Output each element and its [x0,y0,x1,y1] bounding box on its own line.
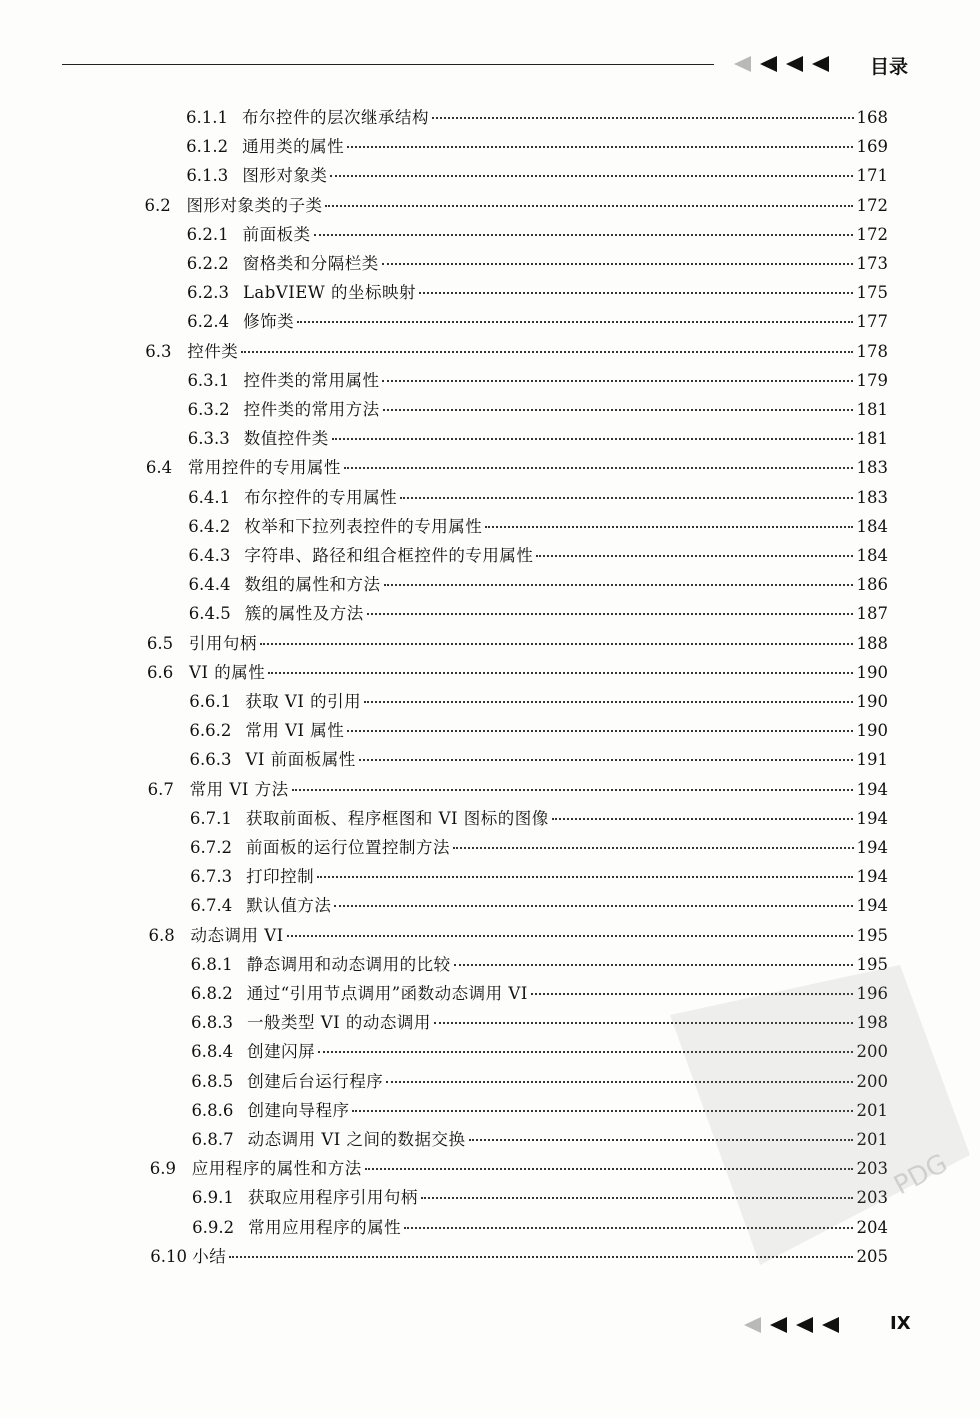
toc-page-number: 172 [856,224,888,244]
toc-subsection-entry[interactable] [190,805,888,834]
toc-page-number: 194 [856,808,888,828]
header-rule [62,64,714,65]
toc-subsection-entry[interactable] [186,162,888,191]
toc-leader-dots [454,964,854,966]
toc-leader-dots [552,818,854,820]
toc-title: 数值控件类 [243,429,329,449]
toc-number: 6.7.4 [190,896,233,916]
toc-title: 布尔控件的层次继承结构 [242,108,429,127]
toc-page-number: 200 [856,1071,888,1091]
toc-leader-dots [383,409,854,411]
toc-leader-dots [347,146,853,148]
toc-number: 6.6.1 [189,692,232,711]
arrow-left-icon [812,56,829,72]
toc-number: 6.8.6 [191,1100,234,1120]
toc-section-entry[interactable] [146,454,888,483]
toc-title: 应用程序的属性和方法 [191,1159,362,1179]
toc-page-number: 204 [856,1217,888,1237]
page-number: IX [890,1313,911,1334]
toc-number: 6.4.2 [188,516,231,536]
toc-number: 6.9.2 [192,1217,235,1237]
toc-leader-dots [382,263,854,265]
toc-section-entry[interactable] [145,338,888,367]
toc-title: 创建向导程序 [247,1100,350,1120]
toc-number: 6.2.4 [187,312,230,332]
toc-number: 6.1.3 [186,166,229,186]
toc-page-number: 194 [856,896,888,916]
arrow-left-icon [760,56,777,72]
toc-leader-dots [359,759,854,761]
toc-subsection-entry[interactable] [191,951,888,980]
toc-page-number: 190 [856,662,888,682]
toc-subsection-entry[interactable] [188,484,888,513]
toc-title: 布尔控件的专用属性 [244,487,398,507]
toc-title: 常用 VI 属性 [245,721,345,741]
arrow-left-icon [734,56,751,72]
toc-number: 6.7.3 [190,867,233,887]
toc-leader-dots [367,613,854,615]
toc-leader-dots [352,1110,853,1112]
toc-subsection-entry[interactable] [187,221,888,250]
toc-page-number: 179 [856,370,888,390]
toc-subsection-entry[interactable] [187,367,888,396]
toc-page-number: 190 [856,721,888,741]
footer-arrows [744,1317,839,1333]
arrow-left-icon [822,1317,839,1333]
toc-subsection-entry[interactable] [191,1068,888,1097]
toc-section-entry[interactable] [148,922,888,951]
toc-title: 常用控件的专用属性 [187,458,341,478]
toc-title: 静态调用和动态调用的比较 [246,954,451,974]
toc-leader-dots [400,497,853,499]
toc-title: 图形对象类的子类 [186,195,323,215]
toc-number: 6.3.1 [187,370,230,390]
toc-subsection-entry[interactable] [188,425,888,454]
toc-page-number: 183 [856,487,888,507]
toc-subsection-entry[interactable] [191,1097,888,1126]
toc-number: 6.5 [146,633,174,653]
toc-number: 6.6.3 [189,750,232,770]
toc-leader-dots [384,584,854,586]
toc-title: 簇的属性及方法 [244,604,364,624]
toc-subsection-entry[interactable] [192,1214,888,1243]
toc-number: 6.8.2 [190,984,233,1003]
toc-subsection-entry[interactable] [188,542,888,571]
toc-title: 获取应用程序引用句柄 [247,1188,418,1208]
toc-page-number: 173 [856,254,888,273]
toc-title: 常用 VI 方法 [189,779,289,799]
toc-title: 数组的属性和方法 [244,575,381,595]
arrow-left-icon [796,1317,813,1333]
toc-subsection-entry[interactable] [186,104,888,133]
header-title: 目录 [870,56,909,78]
toc-subsection-entry[interactable] [189,571,888,600]
toc-subsection-entry[interactable] [189,600,888,629]
toc-number: 6.6.2 [189,721,232,741]
toc-page-number: 169 [856,137,888,157]
toc-number: 6.2 [144,195,171,215]
toc-leader-dots [318,1051,853,1053]
toc-leader-dots [434,1022,854,1024]
toc-subsection-entry[interactable] [192,1184,888,1213]
toc-page-number: 196 [856,984,888,1003]
toc-title: 修饰类 [243,312,295,332]
arrow-left-icon [786,56,803,72]
toc-subsection-entry[interactable] [190,834,888,863]
toc-page-number: 198 [856,1013,888,1033]
toc-title: 获取 VI 的引用 [245,692,362,711]
toc-number: 6.3.3 [187,429,230,449]
toc-leader-dots [404,1227,853,1229]
toc-number: 6.4 [145,458,173,478]
toc-leader-dots [419,292,853,294]
toc-page-number: 177 [856,312,888,332]
toc-title: 获取前面板、程序框图和 VI 图标的图像 [245,808,549,828]
toc-leader-dots [347,730,853,732]
toc-leader-dots [469,1139,854,1141]
toc-leader-dots [297,321,853,323]
toc-page-number: 172 [856,195,888,215]
toc-title: 图形对象类 [242,166,328,186]
toc-section-entry[interactable] [150,1243,888,1272]
toc-subsection-entry[interactable] [187,279,888,308]
toc-page-number: 194 [856,779,888,799]
toc-subsection-entry[interactable] [190,746,888,775]
toc-title: 动态调用 VI [190,925,284,945]
toc-page-number: 181 [856,429,888,449]
toc-number: 6.7.2 [190,838,232,857]
toc-leader-dots [260,643,854,645]
toc-title: 动态调用 VI 之间的数据交换 [247,1130,466,1149]
toc-number: 6.4.1 [188,487,231,507]
toc-subsection-entry[interactable] [187,308,888,337]
toc-section-entry[interactable] [147,659,888,688]
toc-number: 6.8.4 [191,1042,234,1062]
toc-page-number: 203 [856,1188,888,1208]
toc-page-number: 195 [856,954,888,974]
toc-title: 创建闪屏 [247,1042,316,1062]
toc-title: 通用类的属性 [242,137,345,157]
toc-leader-dots [241,351,853,353]
toc-title: 控件类的常用属性 [243,370,380,390]
toc-subsection-entry[interactable] [189,688,888,717]
toc-leader-dots [386,1081,853,1083]
toc-page-number: 203 [856,1159,888,1179]
toc-number: 6.7.1 [189,808,232,828]
toc-page-number: 168 [856,108,888,127]
toc-section-entry[interactable] [147,630,888,659]
toc-subsection-entry[interactable] [188,396,888,425]
arrow-left-icon [744,1317,761,1333]
toc-number: 6.3 [145,341,172,361]
toc-page-number: 201 [856,1100,888,1120]
toc-section-entry[interactable] [144,192,888,221]
toc-leader-dots [332,438,854,440]
toc-subsection-entry[interactable] [191,1038,888,1067]
toc-page-number: 184 [856,546,888,565]
toc-page-number: 194 [856,838,888,857]
toc-leader-dots [364,701,853,703]
toc-page-number: 195 [856,925,888,945]
toc-leader-dots [382,380,853,382]
toc-leader-dots [268,672,853,674]
toc-number: 6.1.2 [186,137,229,157]
toc-title: 控件类的常用方法 [243,400,380,419]
toc-leader-dots [531,993,854,995]
toc-subsection-entry[interactable] [188,513,888,542]
toc-leader-dots [317,876,853,878]
toc-number: 6.2.3 [186,283,229,303]
toc-page-number: 184 [856,516,888,536]
toc-subsection-entry[interactable] [186,133,888,162]
toc-subsection-entry[interactable] [192,1126,888,1155]
toc-leader-dots [421,1197,854,1199]
toc-leader-dots [229,1256,853,1258]
toc-number: 6.6 [147,662,174,682]
toc-title: 控件类 [187,341,239,361]
toc-subsection-entry[interactable] [190,892,888,921]
toc-title: 创建后台运行程序 [247,1071,384,1091]
toc-section-entry[interactable] [148,776,888,805]
toc-leader-dots [344,467,854,469]
toc-page-number: 181 [856,400,888,419]
toc-number: 6.3.2 [187,400,230,419]
toc-title: 引用句柄 [188,633,257,653]
toc-page-number: 183 [856,458,888,478]
toc-number: 6.4.4 [188,575,231,595]
toc-number: 6.1.1 [186,108,228,127]
toc-title: 打印控制 [246,867,315,887]
toc-page-number: 188 [856,633,888,653]
toc-page-number: 194 [856,867,888,887]
toc-number: 6.8 [148,925,175,945]
toc-page-number: 171 [856,166,888,186]
toc-title: LabVIEW 的坐标映射 [242,283,416,303]
toc-page-number: 178 [856,341,888,361]
toc-page-number: 186 [856,575,888,595]
toc-number: 6.4.3 [188,546,231,565]
toc-page-number: 191 [856,750,888,770]
header-arrows [734,56,829,72]
toc-section-entry[interactable] [150,1155,888,1184]
toc-title: 默认值方法 [246,896,332,916]
toc-title: 小结 [192,1246,227,1266]
toc-number: 6.8.3 [190,1013,233,1033]
toc-subsection-entry[interactable] [187,250,888,279]
toc-leader-dots [485,526,853,528]
toc-title: 前面板类 [242,224,311,244]
toc-number: 6.8.1 [190,954,233,974]
toc-number: 6.9 [149,1159,176,1179]
toc-subsection-entry[interactable] [191,1009,888,1038]
toc-title: 字符串、路径和组合框控件的专用属性 [244,546,534,565]
toc-title: 前面板的运行位置控制方法 [246,838,450,857]
toc-leader-dots [292,789,854,791]
toc-leader-dots [536,555,853,557]
toc-title: 一般类型 VI 的动态调用 [246,1013,431,1033]
toc-page-number: 187 [856,604,888,624]
toc-subsection-entry[interactable] [189,717,888,746]
svg-text:PDG: PDG [889,1148,953,1202]
toc-title: 常用应用程序的属性 [248,1217,402,1237]
toc-title: 枚举和下拉列表控件的专用属性 [244,516,483,536]
toc-number: 6.4.5 [188,604,231,624]
toc-number: 6.2.1 [186,224,229,244]
toc-number: 6.8.7 [191,1130,234,1149]
toc-title: 通过“引用节点调用”函数动态调用 VI [246,984,528,1003]
toc-page-number: 175 [856,283,888,303]
toc-leader-dots [334,905,853,907]
toc-leader-dots [325,205,853,207]
toc-leader-dots [330,175,853,177]
toc-leader-dots [453,847,854,849]
toc-title: 窗格类和分隔栏类 [242,254,379,273]
toc-number: 6.2.2 [186,254,229,273]
toc-title: VI 前面板属性 [245,750,356,770]
toc-page-number: 200 [856,1042,888,1062]
toc-leader-dots [432,117,854,119]
toc-page-number: 205 [856,1246,888,1266]
toc-leader-dots [365,1168,854,1170]
toc-page-number: 190 [856,692,888,711]
toc-page-number: 201 [856,1130,888,1149]
toc-number: 6.7 [147,779,174,799]
toc-subsection-entry[interactable] [191,980,888,1009]
toc-leader-dots [287,935,854,937]
arrow-left-icon [770,1317,787,1333]
toc-number: 6.10 [150,1246,187,1266]
toc-number: 6.9.1 [191,1188,234,1208]
toc-number: 6.8.5 [191,1071,234,1091]
toc-title: VI 的属性 [189,662,266,682]
toc-leader-dots [314,234,854,236]
toc-subsection-entry[interactable] [190,863,888,892]
